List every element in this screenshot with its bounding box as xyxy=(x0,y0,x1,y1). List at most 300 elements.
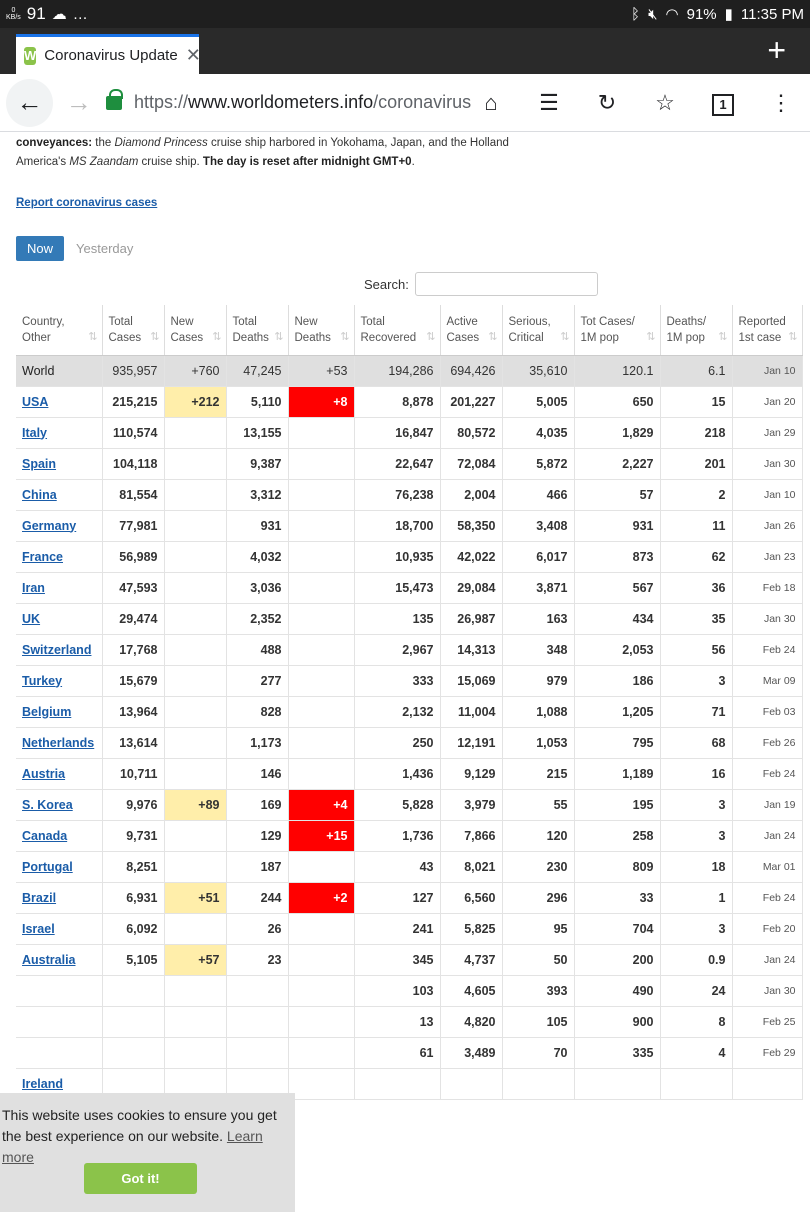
table-row xyxy=(16,665,802,696)
table-cell: +8 xyxy=(288,386,354,417)
yesterday-button[interactable]: Yesterday xyxy=(76,241,134,256)
mute-icon: 🔇︎ xyxy=(648,5,658,23)
table-cell xyxy=(102,975,164,1006)
table-cell: Jan 10 xyxy=(732,479,802,510)
table-cell: 6,017 xyxy=(502,541,574,572)
table-cell: 2,004 xyxy=(440,479,502,510)
table-cell: 129 xyxy=(226,820,288,851)
column-header[interactable]: Tot Cases/ 1M pop ⇅ xyxy=(574,305,660,355)
table-cell xyxy=(288,417,354,448)
table-cell: 0.9 xyxy=(660,944,732,975)
table-row xyxy=(16,448,802,479)
table-row xyxy=(16,727,802,758)
column-header[interactable]: Total Deaths ⇅ xyxy=(226,305,288,355)
table-cell: 194,286 xyxy=(354,355,440,386)
table-cell: 3,036 xyxy=(226,572,288,603)
table-cell: Feb 24 xyxy=(732,634,802,665)
table-cell: 35,610 xyxy=(502,355,574,386)
table-cell: 4 xyxy=(660,1037,732,1068)
country-link[interactable]: USA xyxy=(22,394,49,409)
report-cases-link[interactable]: Report coronavirus cases xyxy=(16,197,158,209)
add-to-home-icon[interactable]: ⌂ xyxy=(484,89,498,115)
country-cell xyxy=(16,758,102,789)
country-cell xyxy=(16,448,102,479)
table-cell: 466 xyxy=(502,479,574,510)
table-cell: 18,700 xyxy=(354,510,440,541)
table-cell xyxy=(226,1006,288,1037)
reload-icon[interactable]: ↻ xyxy=(597,89,617,115)
table-cell: 6,092 xyxy=(102,913,164,944)
table-cell: 120 xyxy=(502,820,574,851)
table-cell: 215 xyxy=(502,758,574,789)
toolbar xyxy=(0,74,810,132)
forward-arrow-icon[interactable]: → xyxy=(65,87,92,117)
table-cell: 931 xyxy=(574,510,660,541)
table-cell: 3,489 xyxy=(440,1037,502,1068)
table-cell: 2,227 xyxy=(574,448,660,479)
country-link[interactable]: Israel xyxy=(22,921,55,936)
table-cell xyxy=(226,975,288,1006)
table-cell: 567 xyxy=(574,572,660,603)
table-cell: 9,976 xyxy=(102,789,164,820)
table-cell: Feb 24 xyxy=(732,882,802,913)
table-cell: 127 xyxy=(354,882,440,913)
intro-text: conveyances: the Diamond Princess cruise ship harbored in Yokohama, Japan, and the Holland America's MS Zaandam cruise ship. The day is reset after midnight GMT+0. xyxy=(16,137,509,168)
table-cell xyxy=(288,1006,354,1037)
table-row xyxy=(16,882,802,913)
column-header[interactable]: Total Recovered ⇅ xyxy=(354,305,440,355)
table-cell: Jan 26 xyxy=(732,510,802,541)
country-cell xyxy=(16,975,102,1006)
country-cell xyxy=(16,913,102,944)
table-cell: 9,731 xyxy=(102,820,164,851)
table-cell: 50 xyxy=(502,944,574,975)
country-cell xyxy=(16,944,102,975)
table-cell: 258 xyxy=(574,820,660,851)
table-cell: 15,679 xyxy=(102,665,164,696)
table-cell: 8,878 xyxy=(354,386,440,417)
table-cell: 2 xyxy=(660,479,732,510)
column-header[interactable]: Total Cases ⇅ xyxy=(102,305,164,355)
country-cell xyxy=(16,541,102,572)
country-cell xyxy=(16,479,102,510)
sort-icon[interactable]: ⇅ xyxy=(788,330,798,343)
table-cell: Feb 20 xyxy=(732,913,802,944)
sort-icon[interactable]: ⇅ xyxy=(646,330,656,343)
table-cell: 828 xyxy=(226,696,288,727)
country-link[interactable]: Netherlands xyxy=(22,735,95,750)
clock: 11:35 PM xyxy=(740,5,804,23)
table-cell xyxy=(164,510,226,541)
table-cell xyxy=(102,1037,164,1068)
table-cell: 16,847 xyxy=(354,417,440,448)
table-cell: 935,957 xyxy=(102,355,164,386)
table-cell: 1,736 xyxy=(354,820,440,851)
tab-title: Coronavirus Update xyxy=(44,47,178,64)
country-link[interactable]: Germany xyxy=(22,518,77,533)
table-cell: 5,872 xyxy=(502,448,574,479)
table-cell xyxy=(164,479,226,510)
country-link[interactable]: Switzerland xyxy=(22,642,92,657)
table-cell: 2,352 xyxy=(226,603,288,634)
table-cell: 105 xyxy=(502,1006,574,1037)
table-cell: 135 xyxy=(354,603,440,634)
table-cell: +53 xyxy=(288,355,354,386)
table-cell: 931 xyxy=(226,510,288,541)
table-cell: 33 xyxy=(574,882,660,913)
table-cell xyxy=(164,1006,226,1037)
url-field[interactable]: https://www.worldometers.info/coronavirus xyxy=(134,92,472,112)
table-row xyxy=(16,913,802,944)
table-cell: 8,021 xyxy=(440,851,502,882)
battery-percent: 91% xyxy=(686,5,717,23)
table-cell: 6.1 xyxy=(660,355,732,386)
table-cell: 11 xyxy=(660,510,732,541)
table-cell: 345 xyxy=(354,944,440,975)
table-cell: 15,473 xyxy=(354,572,440,603)
table-cell: Jan 29 xyxy=(732,417,802,448)
country-link[interactable]: Canada xyxy=(22,828,68,843)
table-cell: 694,426 xyxy=(440,355,502,386)
table-cell: 95 xyxy=(502,913,574,944)
table-cell: 1,205 xyxy=(574,696,660,727)
table-cell: 244 xyxy=(226,882,288,913)
sort-icon[interactable]: ⇅ xyxy=(88,330,98,343)
search-label: Search: xyxy=(364,276,409,292)
column-header[interactable]: Country, Other ⇅ xyxy=(16,305,102,355)
table-cell: 5,828 xyxy=(354,789,440,820)
column-header[interactable]: New Cases ⇅ xyxy=(164,305,226,355)
table-cell: +89 xyxy=(164,789,226,820)
country-link[interactable]: Brazil xyxy=(22,890,57,905)
table-cell: 3,871 xyxy=(502,572,574,603)
table-cell: +760 xyxy=(164,355,226,386)
country-cell xyxy=(16,727,102,758)
table-cell: Feb 29 xyxy=(732,1037,802,1068)
table-cell: 57 xyxy=(574,479,660,510)
menu-icon[interactable]: ⋮ xyxy=(770,89,792,115)
table-cell xyxy=(164,603,226,634)
country-link[interactable]: Australia xyxy=(22,952,76,967)
table-cell: 56 xyxy=(660,634,732,665)
table-cell: 76,238 xyxy=(354,479,440,510)
table-cell: 7,866 xyxy=(440,820,502,851)
table-cell xyxy=(102,1006,164,1037)
column-header[interactable]: Reported 1st case ⇅ xyxy=(732,305,802,355)
table-cell: 241 xyxy=(354,913,440,944)
table-cell: 250 xyxy=(354,727,440,758)
country-link[interactable]: France xyxy=(22,549,63,564)
table-cell: 72,084 xyxy=(440,448,502,479)
new-tab-icon[interactable]: + xyxy=(767,32,786,68)
day-toggle xyxy=(16,236,133,261)
table-cell: 1,053 xyxy=(502,727,574,758)
table-cell: 68 xyxy=(660,727,732,758)
close-tab-icon[interactable]: ✕ xyxy=(185,45,201,65)
table-cell: 70 xyxy=(502,1037,574,1068)
table-cell: 201 xyxy=(660,448,732,479)
table-cell xyxy=(502,1068,574,1099)
table-cell xyxy=(164,913,226,944)
table-cell: 10,711 xyxy=(102,758,164,789)
table-cell: 56,989 xyxy=(102,541,164,572)
table-cell xyxy=(288,944,354,975)
table-cell: Mar 09 xyxy=(732,665,802,696)
table-cell: 13 xyxy=(354,1006,440,1037)
table-cell: 17,768 xyxy=(102,634,164,665)
table-cell: 348 xyxy=(502,634,574,665)
table-cell: 5,105 xyxy=(102,944,164,975)
country-link[interactable]: Belgium xyxy=(22,704,72,719)
country-link[interactable]: Spain xyxy=(22,456,57,471)
search-box xyxy=(364,272,598,296)
table-cell: 36 xyxy=(660,572,732,603)
search-input[interactable] xyxy=(415,272,598,296)
table-cell: 490 xyxy=(574,975,660,1006)
table-cell: 103 xyxy=(354,975,440,1006)
table-cell: Jan 23 xyxy=(732,541,802,572)
table-cell: 3 xyxy=(660,789,732,820)
table-cell: 163 xyxy=(502,603,574,634)
cloud-icon: ☁ xyxy=(51,6,67,23)
table-cell xyxy=(164,820,226,851)
table-cell: 23 xyxy=(226,944,288,975)
table-cell: 4,035 xyxy=(502,417,574,448)
table-cell xyxy=(164,758,226,789)
network-speed: 0 KB/s xyxy=(6,7,21,21)
table-cell: 215,215 xyxy=(102,386,164,417)
sort-icon[interactable]: ⇅ xyxy=(340,330,350,343)
table-cell: 393 xyxy=(502,975,574,1006)
country-link[interactable]: Ireland xyxy=(22,1076,63,1091)
table-cell: 200 xyxy=(574,944,660,975)
table-cell xyxy=(354,1068,440,1099)
table-cell xyxy=(288,510,354,541)
table-cell xyxy=(164,665,226,696)
reader-mode-icon[interactable]: ☰ xyxy=(539,89,559,115)
column-header[interactable]: Active Cases ⇅ xyxy=(440,305,502,355)
table-cell: 77,981 xyxy=(102,510,164,541)
column-header[interactable]: New Deaths ⇅ xyxy=(288,305,354,355)
table-cell: 900 xyxy=(574,1006,660,1037)
table-cell xyxy=(164,696,226,727)
table-row xyxy=(16,417,802,448)
table-cell xyxy=(288,634,354,665)
table-cell: 12,191 xyxy=(440,727,502,758)
table-cell: 55 xyxy=(502,789,574,820)
table-cell: 43 xyxy=(354,851,440,882)
table-cell: 13,155 xyxy=(226,417,288,448)
sort-icon[interactable]: ⇅ xyxy=(150,330,160,343)
country-cell xyxy=(16,572,102,603)
sort-icon[interactable]: ⇅ xyxy=(560,330,570,343)
table-row xyxy=(16,696,802,727)
column-header[interactable]: Serious, Critical ⇅ xyxy=(502,305,574,355)
table-cell: 3,312 xyxy=(226,479,288,510)
country-link[interactable]: Iran xyxy=(22,580,45,595)
country-link[interactable]: UK xyxy=(22,611,41,626)
table-cell: 1,173 xyxy=(226,727,288,758)
table-cell: 15 xyxy=(660,386,732,417)
wifi-icon: ◠ xyxy=(665,6,679,23)
table-cell: +4 xyxy=(288,789,354,820)
back-arrow-icon[interactable]: ← xyxy=(6,79,53,127)
table-cell xyxy=(288,1037,354,1068)
table-cell: 5,110 xyxy=(226,386,288,417)
table-cell: 650 xyxy=(574,386,660,417)
table-cell: Jan 10 xyxy=(732,355,802,386)
table-cell: Feb 03 xyxy=(732,696,802,727)
now-button[interactable]: Now xyxy=(16,236,64,261)
table-cell: 434 xyxy=(574,603,660,634)
table-cell: 80,572 xyxy=(440,417,502,448)
table-cell xyxy=(288,913,354,944)
table-row xyxy=(16,944,802,975)
table-cell xyxy=(288,696,354,727)
table-cell: 3 xyxy=(660,820,732,851)
column-header[interactable]: Deaths/ 1M pop ⇅ xyxy=(660,305,732,355)
lock-icon xyxy=(106,96,122,110)
table-cell: 13,964 xyxy=(102,696,164,727)
country-cell: World xyxy=(16,355,102,386)
sort-icon[interactable]: ⇅ xyxy=(488,330,498,343)
table-cell: Jan 19 xyxy=(732,789,802,820)
table-row xyxy=(16,541,802,572)
table-cell: 979 xyxy=(502,665,574,696)
table-row xyxy=(16,510,802,541)
table-cell: +51 xyxy=(164,882,226,913)
table-cell: 47,245 xyxy=(226,355,288,386)
table-cell: 809 xyxy=(574,851,660,882)
table-row xyxy=(16,789,802,820)
country-link[interactable]: Portugal xyxy=(22,859,73,874)
country-cell xyxy=(16,603,102,634)
table-cell: Jan 20 xyxy=(732,386,802,417)
cases-table xyxy=(16,305,803,1100)
country-link[interactable]: S. Korea xyxy=(22,797,73,812)
table-cell: 1,829 xyxy=(574,417,660,448)
cookie-text: This website uses cookies to ensure you get the best experience on our website. xyxy=(2,1107,277,1144)
temperature: 91 xyxy=(26,4,46,23)
table-cell: 47,593 xyxy=(102,572,164,603)
table-cell: 873 xyxy=(574,541,660,572)
country-cell xyxy=(16,1006,102,1037)
country-cell xyxy=(16,882,102,913)
country-link[interactable]: Italy xyxy=(22,425,48,440)
table-cell: 488 xyxy=(226,634,288,665)
table-cell xyxy=(288,975,354,1006)
table-row xyxy=(16,1037,802,1068)
table-cell: 3 xyxy=(660,665,732,696)
country-cell xyxy=(16,634,102,665)
table-cell: 704 xyxy=(574,913,660,944)
table-row xyxy=(16,479,802,510)
country-link[interactable]: China xyxy=(22,487,57,502)
table-cell xyxy=(288,727,354,758)
table-cell: 58,350 xyxy=(440,510,502,541)
table-cell: Feb 24 xyxy=(732,758,802,789)
country-cell xyxy=(16,665,102,696)
table-cell: 10,935 xyxy=(354,541,440,572)
table-cell xyxy=(732,1068,802,1099)
table-cell xyxy=(164,634,226,665)
table-cell xyxy=(288,572,354,603)
table-cell: 1 xyxy=(660,882,732,913)
table-cell xyxy=(288,448,354,479)
country-link[interactable]: Austria xyxy=(22,766,66,781)
table-cell: 16 xyxy=(660,758,732,789)
country-cell xyxy=(16,386,102,417)
table-cell: 18 xyxy=(660,851,732,882)
table-cell: 201,227 xyxy=(440,386,502,417)
browser-tab[interactable] xyxy=(16,34,199,74)
bookmark-star-icon[interactable]: ☆ xyxy=(655,89,675,115)
page-content xyxy=(0,132,810,1186)
country-cell xyxy=(16,417,102,448)
table-cell: Mar 01 xyxy=(732,851,802,882)
table-row xyxy=(16,603,802,634)
world-row xyxy=(16,355,802,386)
sort-icon[interactable]: ⇅ xyxy=(718,330,728,343)
table-cell xyxy=(164,1037,226,1068)
table-cell xyxy=(226,1037,288,1068)
table-cell: 187 xyxy=(226,851,288,882)
table-cell: 186 xyxy=(574,665,660,696)
sort-icon[interactable]: ⇅ xyxy=(426,330,436,343)
table-cell: Jan 30 xyxy=(732,448,802,479)
table-cell xyxy=(164,541,226,572)
table-cell: 6,931 xyxy=(102,882,164,913)
table-cell: 296 xyxy=(502,882,574,913)
country-link[interactable]: Turkey xyxy=(22,673,63,688)
table-cell: 24 xyxy=(660,975,732,1006)
country-cell xyxy=(16,1037,102,1068)
table-cell xyxy=(288,851,354,882)
table-cell: 110,574 xyxy=(102,417,164,448)
table-cell: +15 xyxy=(288,820,354,851)
table-cell: 61 xyxy=(354,1037,440,1068)
table-row xyxy=(16,975,802,1006)
tab-switcher-icon[interactable]: 1 xyxy=(694,89,752,116)
table-cell xyxy=(164,975,226,1006)
got-it-button[interactable]: Got it! xyxy=(84,1163,197,1194)
table-cell: 3 xyxy=(660,913,732,944)
table-cell xyxy=(288,758,354,789)
table-cell: 218 xyxy=(660,417,732,448)
table-cell: 277 xyxy=(226,665,288,696)
table-cell: 2,967 xyxy=(354,634,440,665)
table-cell: 4,820 xyxy=(440,1006,502,1037)
sort-icon[interactable]: ⇅ xyxy=(274,330,284,343)
sort-icon[interactable]: ⇅ xyxy=(212,330,222,343)
table-cell: 9,387 xyxy=(226,448,288,479)
table-cell: 14,313 xyxy=(440,634,502,665)
table-cell xyxy=(288,479,354,510)
learn-more-link[interactable]: Learn more xyxy=(2,1128,263,1165)
table-cell xyxy=(288,665,354,696)
table-cell xyxy=(660,1068,732,1099)
table-cell: 104,118 xyxy=(102,448,164,479)
table-cell xyxy=(288,1068,354,1099)
table-cell: 195 xyxy=(574,789,660,820)
cookie-banner xyxy=(0,1093,295,1212)
table-cell: Feb 18 xyxy=(732,572,802,603)
table-row xyxy=(16,758,802,789)
table-cell: 230 xyxy=(502,851,574,882)
table-cell: 4,032 xyxy=(226,541,288,572)
bluetooth-icon: ᛒ xyxy=(631,5,641,23)
table-cell: 2,053 xyxy=(574,634,660,665)
